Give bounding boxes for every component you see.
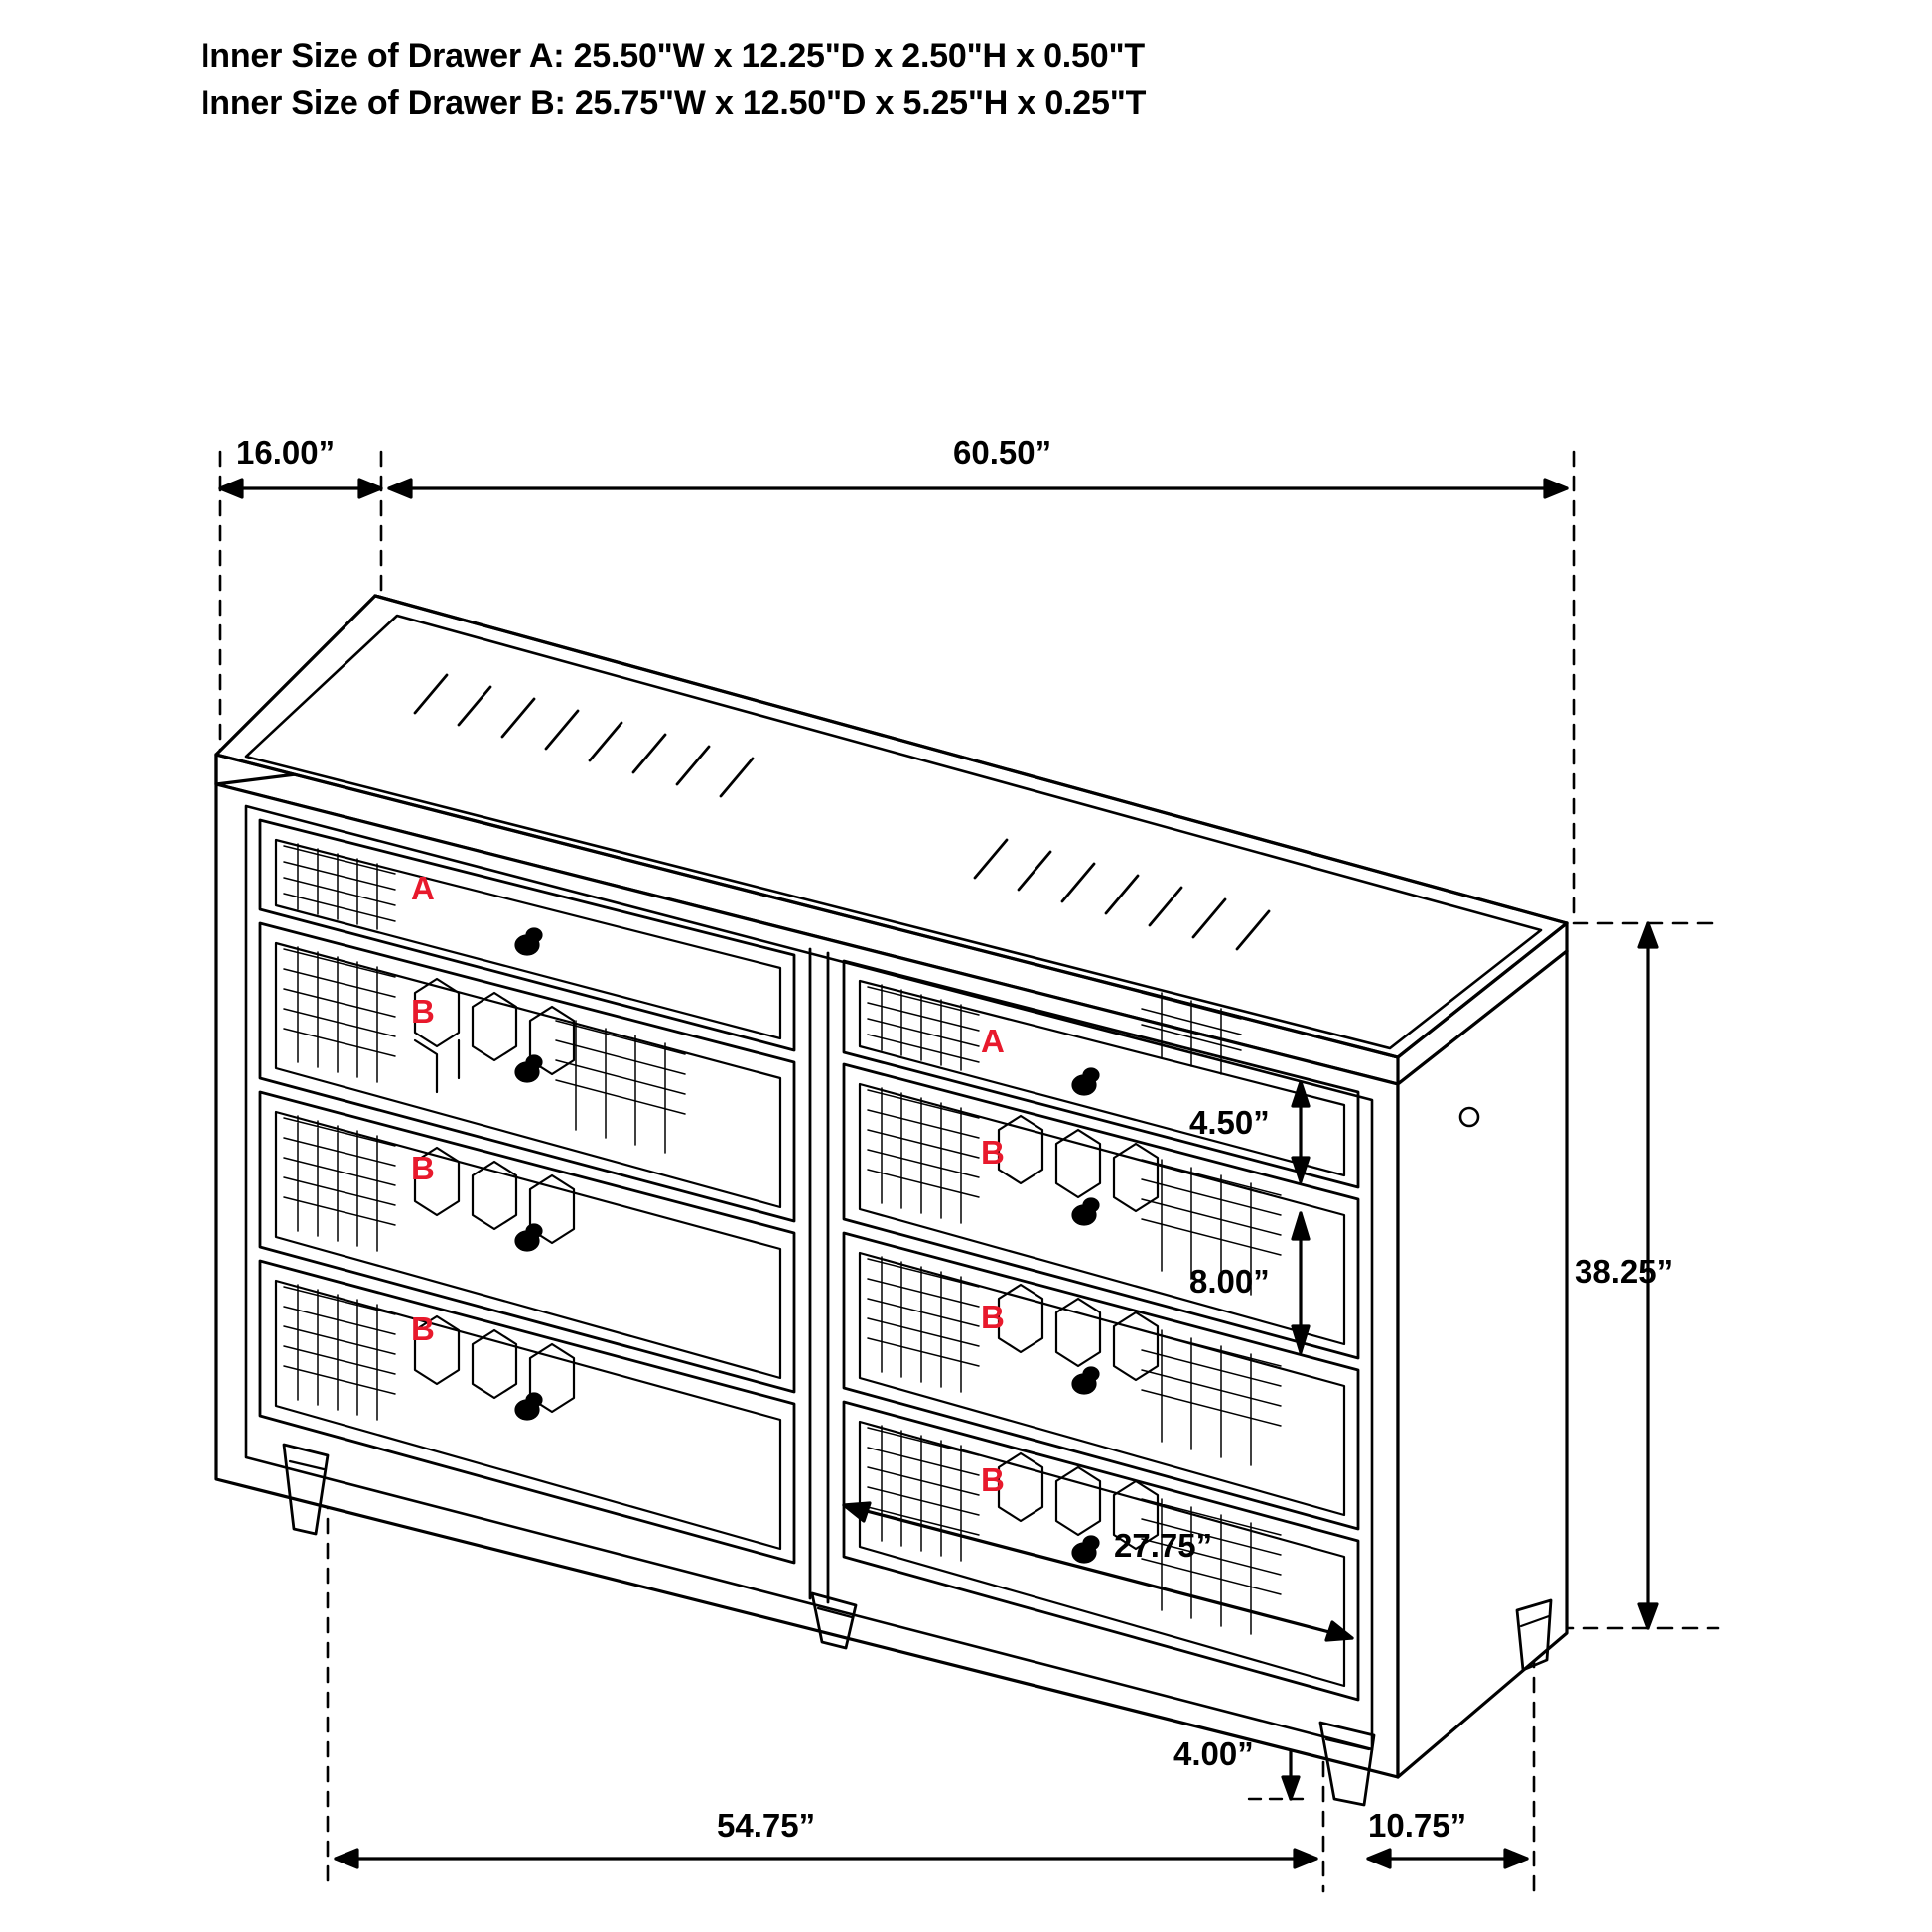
dim-width-60: 60.50” (953, 434, 1052, 471)
drawer-label-right-top: A (981, 1023, 1005, 1059)
dim-leg-height: 4.00” (1173, 1735, 1254, 1772)
dim-depth-16: 16.00” (236, 434, 336, 471)
drawer-label-left-top: A (411, 870, 435, 906)
drawer-label-left-second: B (411, 993, 435, 1030)
drawer-label-right-third: B (981, 1299, 1005, 1335)
dim-side-width: 10.75” (1368, 1807, 1467, 1844)
drawer-label-right-bottom: B (981, 1461, 1005, 1498)
dim-drawer-a-height: 4.50” (1189, 1104, 1270, 1141)
dim-front-width: 54.75” (717, 1807, 816, 1844)
drawer-label-left-bottom: B (411, 1311, 435, 1347)
dim-total-height: 38.25” (1575, 1253, 1674, 1290)
dim-drawer-width: 27.75” (1114, 1527, 1213, 1564)
spec-line-drawer-a: Inner Size of Drawer A: 25.50"W x 12.25"D x 2.50"H x 0.50"T (201, 37, 1145, 74)
drawer-label-left-third: B (411, 1150, 435, 1186)
spec-line-drawer-b: Inner Size of Drawer B: 25.75"W x 12.50"D x 5.25"H x 0.25"T (201, 84, 1147, 123)
dim-drawer-b-height: 8.00” (1189, 1263, 1270, 1300)
drawer-label-right-second: B (981, 1134, 1005, 1171)
